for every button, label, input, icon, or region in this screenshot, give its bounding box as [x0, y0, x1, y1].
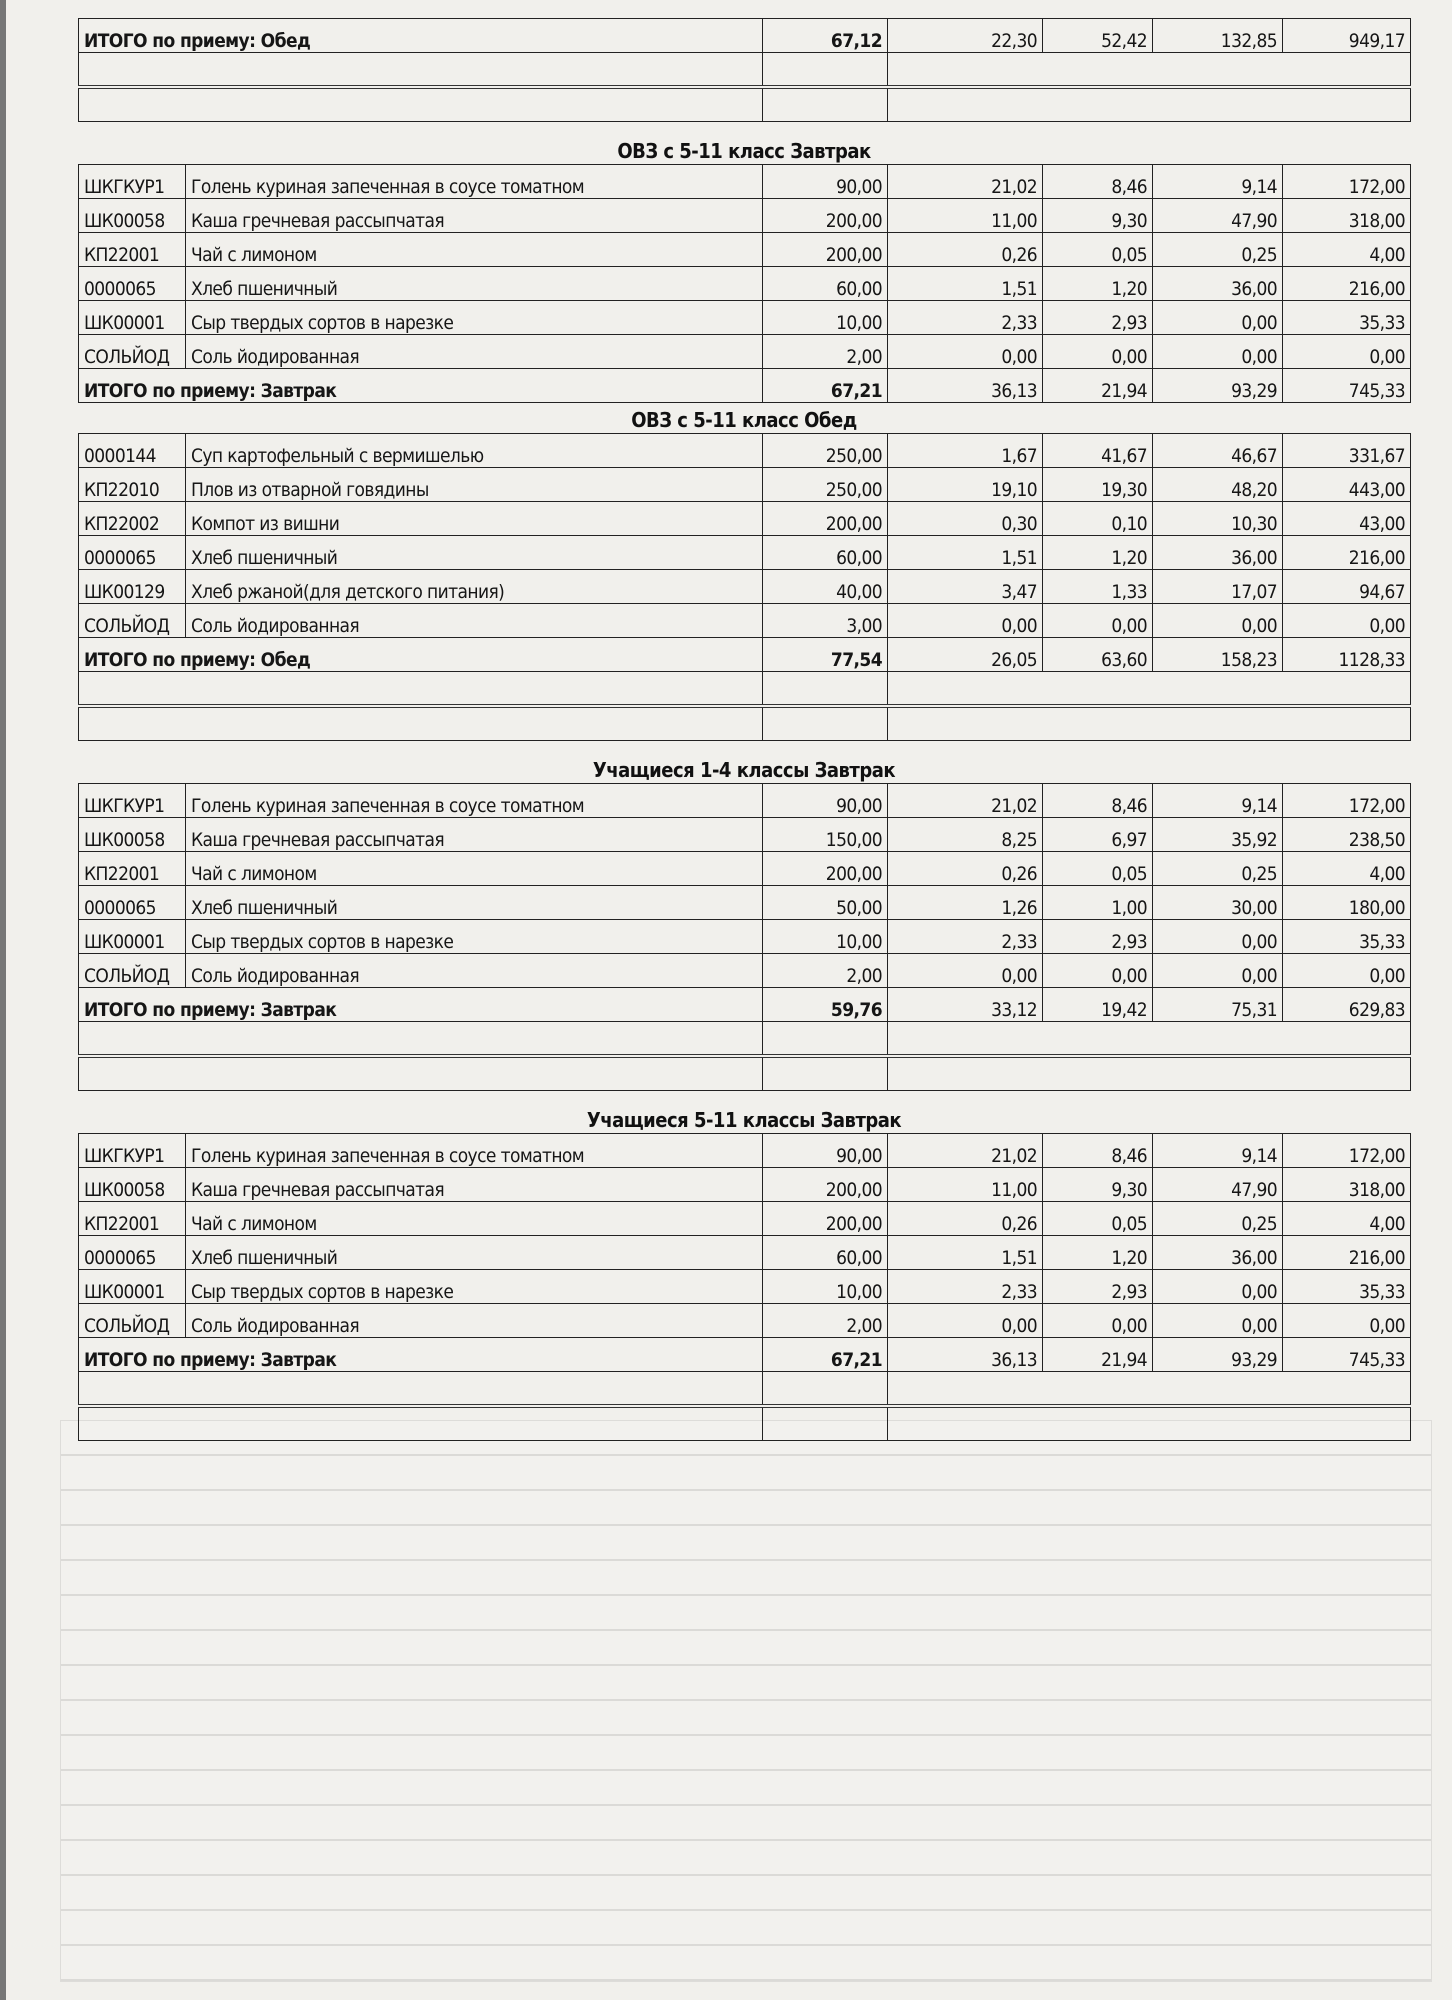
cell-kcal: 0,00: [1283, 604, 1411, 638]
cell-fat: 0,00: [1043, 1304, 1153, 1338]
cell-kcal: 238,50: [1283, 818, 1411, 852]
cell-protein: 2,33: [888, 920, 1043, 954]
table-row: [79, 1304, 1411, 1338]
cell-name: Хлеб пшеничный: [186, 536, 763, 570]
table-row: [79, 434, 1411, 468]
cell-kcal: 0,00: [1283, 335, 1411, 369]
cell-fat: 2,93: [1043, 301, 1153, 335]
blank-cell: [888, 1022, 1411, 1057]
table-row: [79, 852, 1411, 886]
menu-table: [78, 164, 1411, 403]
table-row: [79, 233, 1411, 267]
cell-kcal: 0,00: [1283, 1304, 1411, 1338]
total-label: ИТОГО по приему: Завтрак: [79, 988, 763, 1022]
total-label: ИТОГО по приему: Обед: [79, 638, 763, 672]
total-protein: 36,13: [888, 1338, 1043, 1372]
cell-code: СОЛЬЙОД: [79, 954, 186, 988]
cell-protein: 0,00: [888, 335, 1043, 369]
cell-name: Соль йодированная: [186, 604, 763, 638]
cell-protein: 11,00: [888, 199, 1043, 233]
cell-kcal: 35,33: [1283, 301, 1411, 335]
total-label: ИТОГО по приему: Завтрак: [79, 369, 763, 403]
cell-fat: 41,67: [1043, 434, 1153, 468]
blank-cell: [888, 706, 1411, 741]
cell-fat: 8,46: [1043, 784, 1153, 818]
cell-fat: 0,05: [1043, 1202, 1153, 1236]
cell-name: Чай с лимоном: [186, 852, 763, 886]
cell-carb: 17,07: [1153, 570, 1283, 604]
cell-kcal: 4,00: [1283, 852, 1411, 886]
cell-code: СОЛЬЙОД: [79, 604, 186, 638]
cell-name: Суп картофельный с вермишелью: [186, 434, 763, 468]
cell-code: СОЛЬЙОД: [79, 335, 186, 369]
cell-weight: 2,00: [763, 1304, 888, 1338]
total-weight: 67,12: [763, 19, 888, 53]
cell-name: Хлеб ржаной(для детского питания): [186, 570, 763, 604]
blank-cell: [763, 672, 888, 707]
table-row: [79, 604, 1411, 638]
blank-cell: [888, 1372, 1411, 1407]
cell-fat: 0,00: [1043, 604, 1153, 638]
blank-cell: [888, 672, 1411, 707]
cell-weight: 2,00: [763, 954, 888, 988]
blank-cell: [79, 706, 763, 741]
cell-code: 0000144: [79, 434, 186, 468]
cell-fat: 1,20: [1043, 1236, 1153, 1270]
cell-carb: 0,00: [1153, 604, 1283, 638]
cell-carb: 0,00: [1153, 301, 1283, 335]
cell-name: Голень куриная запеченная в соусе томатном: [186, 165, 763, 199]
cell-weight: 2,00: [763, 335, 888, 369]
total-row: [79, 369, 1411, 403]
total-label: ИТОГО по приему: Завтрак: [79, 1338, 763, 1372]
cell-protein: 1,51: [888, 267, 1043, 301]
cell-code: КП22001: [79, 233, 186, 267]
table-row: [79, 335, 1411, 369]
total-kcal: 745,33: [1283, 1338, 1411, 1372]
cell-fat: 9,30: [1043, 1168, 1153, 1202]
cell-protein: 0,00: [888, 604, 1043, 638]
cell-code: 0000065: [79, 267, 186, 301]
cell-name: Хлеб пшеничный: [186, 267, 763, 301]
cell-kcal: 172,00: [1283, 784, 1411, 818]
table-row: [79, 1236, 1411, 1270]
blank-cell: [763, 1056, 888, 1091]
cell-weight: 250,00: [763, 468, 888, 502]
cell-fat: 9,30: [1043, 199, 1153, 233]
menu-table: [78, 1133, 1411, 1441]
cell-code: ШК00058: [79, 1168, 186, 1202]
table-row: [79, 1134, 1411, 1168]
cell-kcal: 43,00: [1283, 502, 1411, 536]
table-row: [79, 267, 1411, 301]
cell-carb: 10,30: [1153, 502, 1283, 536]
cell-weight: 10,00: [763, 920, 888, 954]
cell-code: ШК00129: [79, 570, 186, 604]
cell-carb: 0,00: [1153, 1270, 1283, 1304]
cell-kcal: 216,00: [1283, 267, 1411, 301]
cell-weight: 200,00: [763, 502, 888, 536]
blank-cell: [763, 1406, 888, 1441]
cell-name: Соль йодированная: [186, 954, 763, 988]
cell-kcal: 216,00: [1283, 536, 1411, 570]
cell-fat: 1,33: [1043, 570, 1153, 604]
cell-name: Соль йодированная: [186, 1304, 763, 1338]
table-row: [79, 165, 1411, 199]
cell-protein: 0,26: [888, 1202, 1043, 1236]
cell-carb: 0,00: [1153, 1304, 1283, 1338]
cell-kcal: 4,00: [1283, 233, 1411, 267]
cell-protein: 2,33: [888, 1270, 1043, 1304]
cell-name: Чай с лимоном: [186, 233, 763, 267]
cell-protein: 0,00: [888, 1304, 1043, 1338]
menu-table: [78, 783, 1411, 1091]
total-row: [79, 988, 1411, 1022]
blank-row: [79, 53, 1411, 88]
cell-fat: 19,30: [1043, 468, 1153, 502]
table-row: [79, 920, 1411, 954]
cell-carb: 30,00: [1153, 886, 1283, 920]
cell-weight: 150,00: [763, 818, 888, 852]
total-kcal: 1128,33: [1283, 638, 1411, 672]
cell-fat: 0,00: [1043, 335, 1153, 369]
table-row: [79, 570, 1411, 604]
blank-cell: [888, 87, 1411, 122]
cell-carb: 0,00: [1153, 920, 1283, 954]
cell-name: Плов из отварной говядины: [186, 468, 763, 502]
cell-protein: 0,30: [888, 502, 1043, 536]
blank-row: [79, 1406, 1411, 1441]
menu-document: [78, 18, 1410, 1453]
cell-weight: 200,00: [763, 199, 888, 233]
menu-table: [78, 18, 1411, 122]
total-protein: 22,30: [888, 19, 1043, 53]
total-weight: 77,54: [763, 638, 888, 672]
cell-kcal: 35,33: [1283, 1270, 1411, 1304]
blank-cell: [763, 87, 888, 122]
cell-name: Голень куриная запеченная в соусе томатном: [186, 1134, 763, 1168]
cell-fat: 1,00: [1043, 886, 1153, 920]
cell-carb: 36,00: [1153, 267, 1283, 301]
total-carb: 158,23: [1153, 638, 1283, 672]
cell-protein: 0,26: [888, 233, 1043, 267]
cell-code: ШКГКУР1: [79, 1134, 186, 1168]
cell-weight: 3,00: [763, 604, 888, 638]
cell-protein: 11,00: [888, 1168, 1043, 1202]
cell-weight: 40,00: [763, 570, 888, 604]
total-carb: 132,85: [1153, 19, 1283, 53]
total-fat: 52,42: [1043, 19, 1153, 53]
cell-name: Сыр твердых сортов в нарезке: [186, 920, 763, 954]
cell-name: Каша гречневая рассыпчатая: [186, 1168, 763, 1202]
cell-name: Хлеб пшеничный: [186, 1236, 763, 1270]
cell-code: ШКГКУР1: [79, 784, 186, 818]
cell-name: Сыр твердых сортов в нарезке: [186, 1270, 763, 1304]
cell-weight: 60,00: [763, 267, 888, 301]
total-fat: 21,94: [1043, 369, 1153, 403]
blank-cell: [763, 1372, 888, 1407]
total-row: [79, 638, 1411, 672]
table-row: [79, 784, 1411, 818]
cell-fat: 8,46: [1043, 165, 1153, 199]
cell-protein: 2,33: [888, 301, 1043, 335]
cell-protein: 1,67: [888, 434, 1043, 468]
cell-name: Каша гречневая рассыпчатая: [186, 818, 763, 852]
cell-kcal: 318,00: [1283, 199, 1411, 233]
total-fat: 63,60: [1043, 638, 1153, 672]
cell-kcal: 216,00: [1283, 1236, 1411, 1270]
total-row: [79, 1338, 1411, 1372]
cell-carb: 9,14: [1153, 1134, 1283, 1168]
cell-protein: 0,00: [888, 954, 1043, 988]
blank-cell: [888, 1056, 1411, 1091]
blank-cell: [79, 1372, 763, 1407]
table-row: [79, 301, 1411, 335]
cell-weight: 200,00: [763, 233, 888, 267]
table-row: [79, 502, 1411, 536]
cell-name: Сыр твердых сортов в нарезке: [186, 301, 763, 335]
cell-fat: 0,05: [1043, 852, 1153, 886]
total-carb: 93,29: [1153, 369, 1283, 403]
cell-fat: 8,46: [1043, 1134, 1153, 1168]
table-row: [79, 1270, 1411, 1304]
menu-table: [78, 433, 1411, 741]
cell-protein: 1,51: [888, 536, 1043, 570]
cell-code: ШК00001: [79, 301, 186, 335]
cell-protein: 0,26: [888, 852, 1043, 886]
blank-cell: [79, 53, 763, 88]
cell-weight: 90,00: [763, 1134, 888, 1168]
blank-cell: [763, 706, 888, 741]
table-row: [79, 886, 1411, 920]
total-carb: 75,31: [1153, 988, 1283, 1022]
cell-kcal: 318,00: [1283, 1168, 1411, 1202]
cell-code: 0000065: [79, 536, 186, 570]
total-weight: 67,21: [763, 1338, 888, 1372]
cell-code: ШКГКУР1: [79, 165, 186, 199]
total-row: [79, 19, 1411, 53]
cell-name: Соль йодированная: [186, 335, 763, 369]
blank-cell: [763, 53, 888, 88]
cell-protein: 3,47: [888, 570, 1043, 604]
cell-weight: 90,00: [763, 784, 888, 818]
total-kcal: 629,83: [1283, 988, 1411, 1022]
blank-row: [79, 706, 1411, 741]
table-row: [79, 954, 1411, 988]
cell-fat: 0,05: [1043, 233, 1153, 267]
cell-weight: 90,00: [763, 165, 888, 199]
cell-kcal: 172,00: [1283, 1134, 1411, 1168]
table-row: [79, 199, 1411, 233]
cell-kcal: 4,00: [1283, 1202, 1411, 1236]
blank-cell: [79, 87, 763, 122]
blank-row: [79, 1372, 1411, 1407]
cell-kcal: 172,00: [1283, 165, 1411, 199]
cell-kcal: 180,00: [1283, 886, 1411, 920]
blank-cell: [888, 53, 1411, 88]
cell-weight: 60,00: [763, 536, 888, 570]
cell-protein: 21,02: [888, 784, 1043, 818]
cell-carb: 0,00: [1153, 335, 1283, 369]
cell-code: КП22001: [79, 852, 186, 886]
cell-code: ШК00058: [79, 818, 186, 852]
cell-fat: 2,93: [1043, 920, 1153, 954]
blank-cell: [79, 1022, 763, 1057]
scan-edge: [0, 0, 6, 2000]
cell-code: КП22010: [79, 468, 186, 502]
total-fat: 21,94: [1043, 1338, 1153, 1372]
cell-kcal: 443,00: [1283, 468, 1411, 502]
cell-protein: 8,25: [888, 818, 1043, 852]
blank-cell: [888, 1406, 1411, 1441]
cell-protein: 1,26: [888, 886, 1043, 920]
cell-weight: 60,00: [763, 1236, 888, 1270]
blank-row: [79, 1022, 1411, 1057]
cell-fat: 6,97: [1043, 818, 1153, 852]
total-carb: 93,29: [1153, 1338, 1283, 1372]
cell-protein: 19,10: [888, 468, 1043, 502]
cell-carb: 0,25: [1153, 233, 1283, 267]
table-row: [79, 468, 1411, 502]
table-row: [79, 536, 1411, 570]
cell-carb: 46,67: [1153, 434, 1283, 468]
table-row: [79, 1168, 1411, 1202]
cell-code: 0000065: [79, 886, 186, 920]
blank-row: [79, 87, 1411, 122]
cell-protein: 1,51: [888, 1236, 1043, 1270]
cell-code: 0000065: [79, 1236, 186, 1270]
cell-carb: 9,14: [1153, 784, 1283, 818]
section-title: ОВЗ с 5-11 класс Обед: [631, 408, 857, 432]
total-kcal: 949,17: [1283, 19, 1411, 53]
cell-fat: 2,93: [1043, 1270, 1153, 1304]
cell-code: ШК00058: [79, 199, 186, 233]
cell-name: Компот из вишни: [186, 502, 763, 536]
blank-cell: [79, 672, 763, 707]
cell-kcal: 331,67: [1283, 434, 1411, 468]
cell-code: ШК00001: [79, 1270, 186, 1304]
cell-name: Чай с лимоном: [186, 1202, 763, 1236]
total-protein: 33,12: [888, 988, 1043, 1022]
cell-fat: 0,00: [1043, 954, 1153, 988]
section-title: Учащиеся 1-4 классы Завтрак: [592, 758, 896, 782]
cell-fat: 0,10: [1043, 502, 1153, 536]
bleed-through-reverse-page: [60, 1420, 1432, 1982]
blank-row: [79, 1056, 1411, 1091]
cell-kcal: 35,33: [1283, 920, 1411, 954]
cell-code: КП22002: [79, 502, 186, 536]
total-fat: 19,42: [1043, 988, 1153, 1022]
cell-weight: 10,00: [763, 1270, 888, 1304]
cell-weight: 200,00: [763, 1168, 888, 1202]
total-label: ИТОГО по приему: Обед: [79, 19, 763, 53]
cell-carb: 9,14: [1153, 165, 1283, 199]
total-kcal: 745,33: [1283, 369, 1411, 403]
cell-code: ШК00001: [79, 920, 186, 954]
cell-fat: 1,20: [1043, 267, 1153, 301]
cell-carb: 48,20: [1153, 468, 1283, 502]
cell-protein: 21,02: [888, 1134, 1043, 1168]
total-protein: 36,13: [888, 369, 1043, 403]
table-row: [79, 818, 1411, 852]
cell-kcal: 0,00: [1283, 954, 1411, 988]
cell-code: КП22001: [79, 1202, 186, 1236]
cell-carb: 0,25: [1153, 1202, 1283, 1236]
total-weight: 59,76: [763, 988, 888, 1022]
cell-carb: 36,00: [1153, 536, 1283, 570]
cell-protein: 21,02: [888, 165, 1043, 199]
cell-kcal: 94,67: [1283, 570, 1411, 604]
cell-weight: 250,00: [763, 434, 888, 468]
blank-row: [79, 672, 1411, 707]
total-protein: 26,05: [888, 638, 1043, 672]
cell-name: Каша гречневая рассыпчатая: [186, 199, 763, 233]
cell-carb: 47,90: [1153, 1168, 1283, 1202]
blank-cell: [79, 1406, 763, 1441]
section-title: Учащиеся 5-11 классы Завтрак: [586, 1108, 902, 1132]
blank-cell: [763, 1022, 888, 1057]
cell-name: Хлеб пшеничный: [186, 886, 763, 920]
cell-code: СОЛЬЙОД: [79, 1304, 186, 1338]
cell-carb: 0,00: [1153, 954, 1283, 988]
cell-weight: 10,00: [763, 301, 888, 335]
cell-carb: 0,25: [1153, 852, 1283, 886]
total-weight: 67,21: [763, 369, 888, 403]
section-title: ОВЗ с 5-11 класс Завтрак: [617, 139, 871, 163]
cell-carb: 47,90: [1153, 199, 1283, 233]
blank-cell: [79, 1056, 763, 1091]
cell-weight: 50,00: [763, 886, 888, 920]
cell-name: Голень куриная запеченная в соусе томатном: [186, 784, 763, 818]
cell-carb: 35,92: [1153, 818, 1283, 852]
cell-weight: 200,00: [763, 1202, 888, 1236]
cell-carb: 36,00: [1153, 1236, 1283, 1270]
cell-weight: 200,00: [763, 852, 888, 886]
cell-fat: 1,20: [1043, 536, 1153, 570]
table-row: [79, 1202, 1411, 1236]
